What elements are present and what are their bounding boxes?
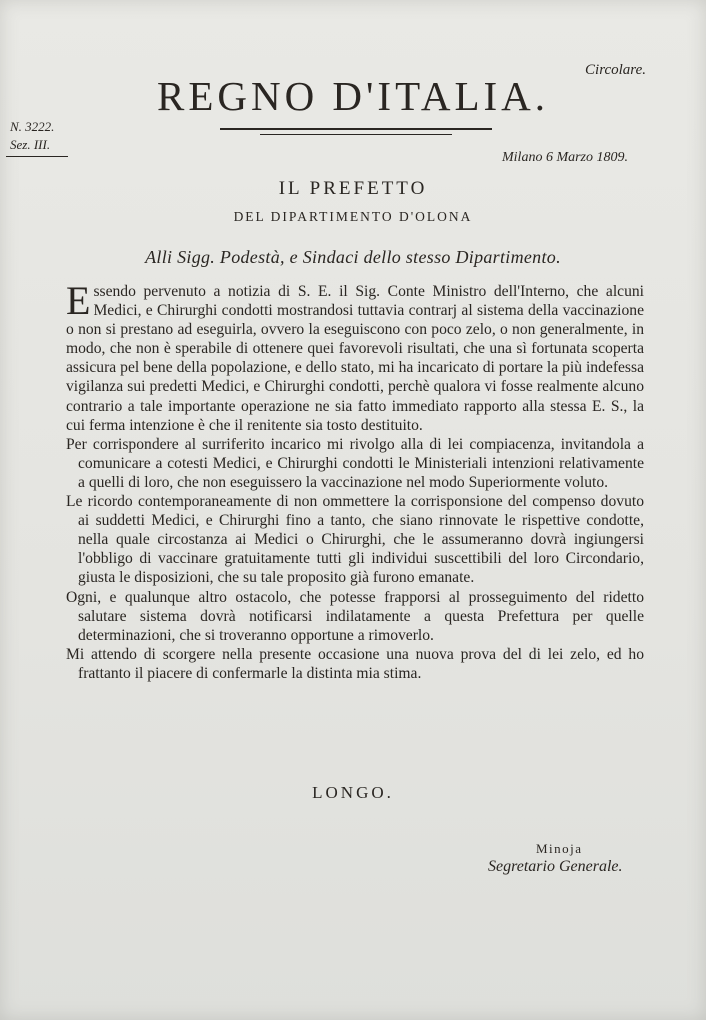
kingdom-title: REGNO D'ITALIA.	[156, 73, 550, 119]
addressee-line: Alli Sigg. Podestà, e Sindaci dello stesso Dipartimento.	[145, 247, 561, 267]
title-underline	[220, 128, 492, 130]
body-paragraph-3: Le ricordo contemporaneamente di non ommettere la corrisponsione del compenso dovuto ai suddetti Medici, e Chirurghi fino a tanto, che siano rinnovate le rispettive condotte, nella quale circostanza ai Medici o Chirurghi, che le assumeranno dovrà ingiungersi l'obbligo di vaccinare gratuitamente tutti gli individui suscettibili del loro Circondario, giusta le disposizioni, che su tale proposito già furono emanate.	[66, 493, 644, 587]
issuer-department: DEL DIPARTIMENTO D'OLONA	[233, 209, 473, 224]
body-paragraph-2: Per corrispondere al surriferito incarico mi rivolgo alla di lei compiacenza, invitandola a comunicare a cotesti Medici, e Chirurghi condotti le Ministeriali intenzioni relativamente a quelli di loro, che non eseguissero la vaccinazione nel modo Superiormente voluto.	[66, 435, 644, 491]
reference-block	[10, 118, 54, 154]
letter-body	[66, 278, 644, 683]
drop-cap: E	[66, 278, 91, 323]
body-paragraph-4: Ogni, e qualunque altro ostacolo, che potesse frapporsi al prosseguimento del ridetto salutare sistema dovrà notificarsi indilatamente a questa Prefettura per quelle determinazioni, che si troveranno opportune a rimoverlo.	[66, 588, 644, 644]
signatory-name: LONGO.	[312, 783, 394, 802]
circular-label: Circolare.	[585, 62, 646, 78]
body-paragraph-1: Essendo pervenuto a notizia di S. E. il Sig. Conte Ministro dell'Interno, che alcuni Medici, e Chirurghi condotti mostrandosi tuttavia contrarj al sistema della vaccinazione o non si prestano ad eseguirla, ovvero la eseguiscono con poco zelo, o non generalmente, in modo, che non è sperabile di ottenere quei favorevoli risultati, che una sì fortunata scoperta assicura pel bene della popolazione, e dello stato, mi ha incaricato di portare la più indefessa vigilanza sui predetti Medici, e Chirurghi condotti, perchè qualora vi fosse realmente alcuno contrario a tale importante operazione ne sia fatto immediato rapporto alla stessa E. S., la cui ferma intenzione è che il renitente sia tosto destituito.	[66, 278, 644, 434]
title-underline-thin	[260, 134, 452, 135]
body-paragraph-5: Mi attendo di scorgere nella presente occasione una nuova prova del di lei zelo, ed ho frattanto il piacere di confermarle la distinta mia stima.	[66, 645, 644, 682]
reference-number: N. 3222.	[10, 119, 55, 134]
reference-divider	[6, 156, 68, 157]
issuer-title: IL PREFETTO	[278, 178, 428, 199]
dateline: Milano 6 Marzo 1809.	[502, 150, 628, 165]
secretary-title: Segretario Generale.	[488, 858, 623, 875]
reference-section: Sez. III.	[10, 137, 51, 152]
secretary-name: Minoja	[536, 841, 583, 856]
